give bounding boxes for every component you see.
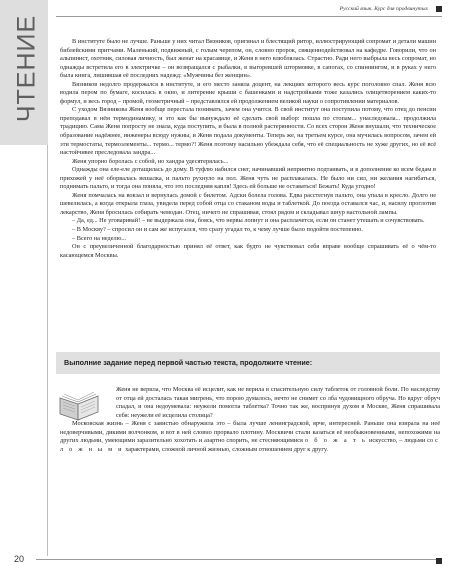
corner-marker-top xyxy=(436,6,442,12)
paragraph: – Всего на неделю... xyxy=(72,234,127,242)
spaced-word: с л о ж н ы м и xyxy=(60,437,440,453)
task-banner xyxy=(56,352,440,374)
reading-paragraph: Женя не верила, что Москва её исцелит, как не верила в спасительную силу таблеток от головной боли. По наследству от отца ей досталась такая мигрень, что порою думалось, нечто не снимет со лба чудовищного обруча. Но вдруг обруч спадал, и она недоумевала: неужели помогла таблетка? Точно так же, воспринув духом в Москве, Женя спрашивала себя: неужели её исцелила столица? xyxy=(116,386,440,419)
section-title: ЧТЕНИЕ xyxy=(12,14,41,123)
page-number: 20 xyxy=(14,554,25,564)
margin-rule xyxy=(47,145,48,556)
spaced-word: о б о ж а т ь xyxy=(304,437,368,445)
section-tab xyxy=(0,0,48,145)
paragraph: Он с преувеличенной благодарностью принял её ответ, как будто не чувствовал себя вправе вообще спрашивать её о чём-то касающемся Москвы. xyxy=(60,243,436,259)
corner-marker-bottom xyxy=(436,558,442,564)
footer-rule xyxy=(36,559,442,560)
reading-text: искусство, – людьми со xyxy=(369,437,434,445)
paragraph: – Да, ед... Не уговаривай! – не выдержала она, боясь, что нервы лопнут и она расплачется, если он станет утешать и сочувствовать. xyxy=(72,217,425,225)
story-text xyxy=(60,38,436,260)
header-rule xyxy=(56,16,442,17)
paragraph: Женя упорно боролась с собой, но хандра удесятерялась... xyxy=(72,157,229,165)
paragraph: Однажды она еле-еле дотащилась до дому. В туфлю набился снег, начинавший неприятно подтаивать, и в дополнение ко всем бедам в прихожей у неё оборвалась вешалка, и пальто рухнуло на пол. Женя чуть не расплакалась. Не было ни сил, ни желания нагибаться, поднимать пальто, и тогда она поняла, что это последняя капля! Здесь ей больше не оставаться! Бежать! Куда угодно! xyxy=(60,166,436,191)
paragraph: С уходом Вязникова Женя вообще перестала понимать, зачем она учится. В свой институт она поступила потому, что отец до пенсии преподавал в нём термодинамику, и это как бы вынуждало её сделать свой выбор: пошла по стопам... унаследовала... продолжила традицию. Сама Женя попросту не знала, куда поступить, и была в полной растерянности. Со всех сторон Женя внушали, что техническое образование надёжнее, инженеры всюду нужны, и Женя подала документы. Теперь же, на третьем курсе, она мучилась вопросом, зачем ей эти термостаты, термоэлементы... термо... термо?! Женя поэтому насильно убеждала себя, что её специальность не хуже других, но её всё настойчивее преследовала зандра... xyxy=(60,106,436,157)
running-head: Русский язык. Курс для продвинутых xyxy=(339,6,428,12)
paragraph: Вязников недолго продержался в институте, и его место заняла доцент, на лекциях которого весь курс поголовно спал. Женя всю водила пером по бумаге, косилась в окно, и литерение крыши с башенками и надстройками тоже казались олицетворением каких-то формул, и весь город – промой, геометричный – представлялся ей продолжением великой науки о сопротивлении материалов. xyxy=(60,80,436,105)
reading-text: характерами, сложной личной жизнью, сложным отношением друг к другу. xyxy=(125,445,329,453)
paragraph: – В Москву? – спросил он и сам же испугался, что сразу угадал то, к чему лучше было подойти постепенно. xyxy=(72,226,363,234)
task-instruction: Выполние задание перед первой частью текста, продолжите чтение: xyxy=(64,358,313,367)
paragraph: Женя помчалась на вокзал и вернулась домой с билетом. Адски болела голова. Едва расстегнув пальто, она упала в кресло. Долго не шевелилась, а когда открыла глаза, увидела перед собой отца со стаканом воды и таблеткой. До поезда оставался час, и, насилу проглотив лекарство, Женя бросилась собирать чемодан. Отец, ничего не спрашивая, стоял рядом и складывал шнур настольной лампы. xyxy=(60,191,436,216)
reading-passage xyxy=(60,386,440,454)
reading-paragraph xyxy=(60,420,440,454)
reading-text: Московская жизнь – Женя с завистью обнаружила это – была лучше ленинградской, ярче, интересней. Раньше она взирала на неё недоверчивыми, дикими волчонком, и вот в ней словно прорвало плотину. Москвичи стали казаться её необыкновенными, непохожими на других людьми, умеющими заразительно хохотать и азартно спорить, не стесняющимися xyxy=(60,420,440,445)
paragraph: В институте было не лучше. Раньше у них читал Вязников, оригинал и блестящий ритор, иллюстрирующий сопромат и детали машин библейскими притчами. Маленький, подвижный, с голым черепом, он, словно пророк, священнодействовал на кафедре. Говорили, что он альпинист, охотник, силовая личность, был женат на красавице, и Женя в него влюблялась. Страстно. Ради него выбрыла весь сопромат, но однажды встретила его в электричке – он возвращался с рыбалки, в выгоревшей штормовке, в сапогах, со спиннингом, и в руках у него была книга, лишившая её последних надежд: «Мужчины без женщин». xyxy=(60,38,436,80)
